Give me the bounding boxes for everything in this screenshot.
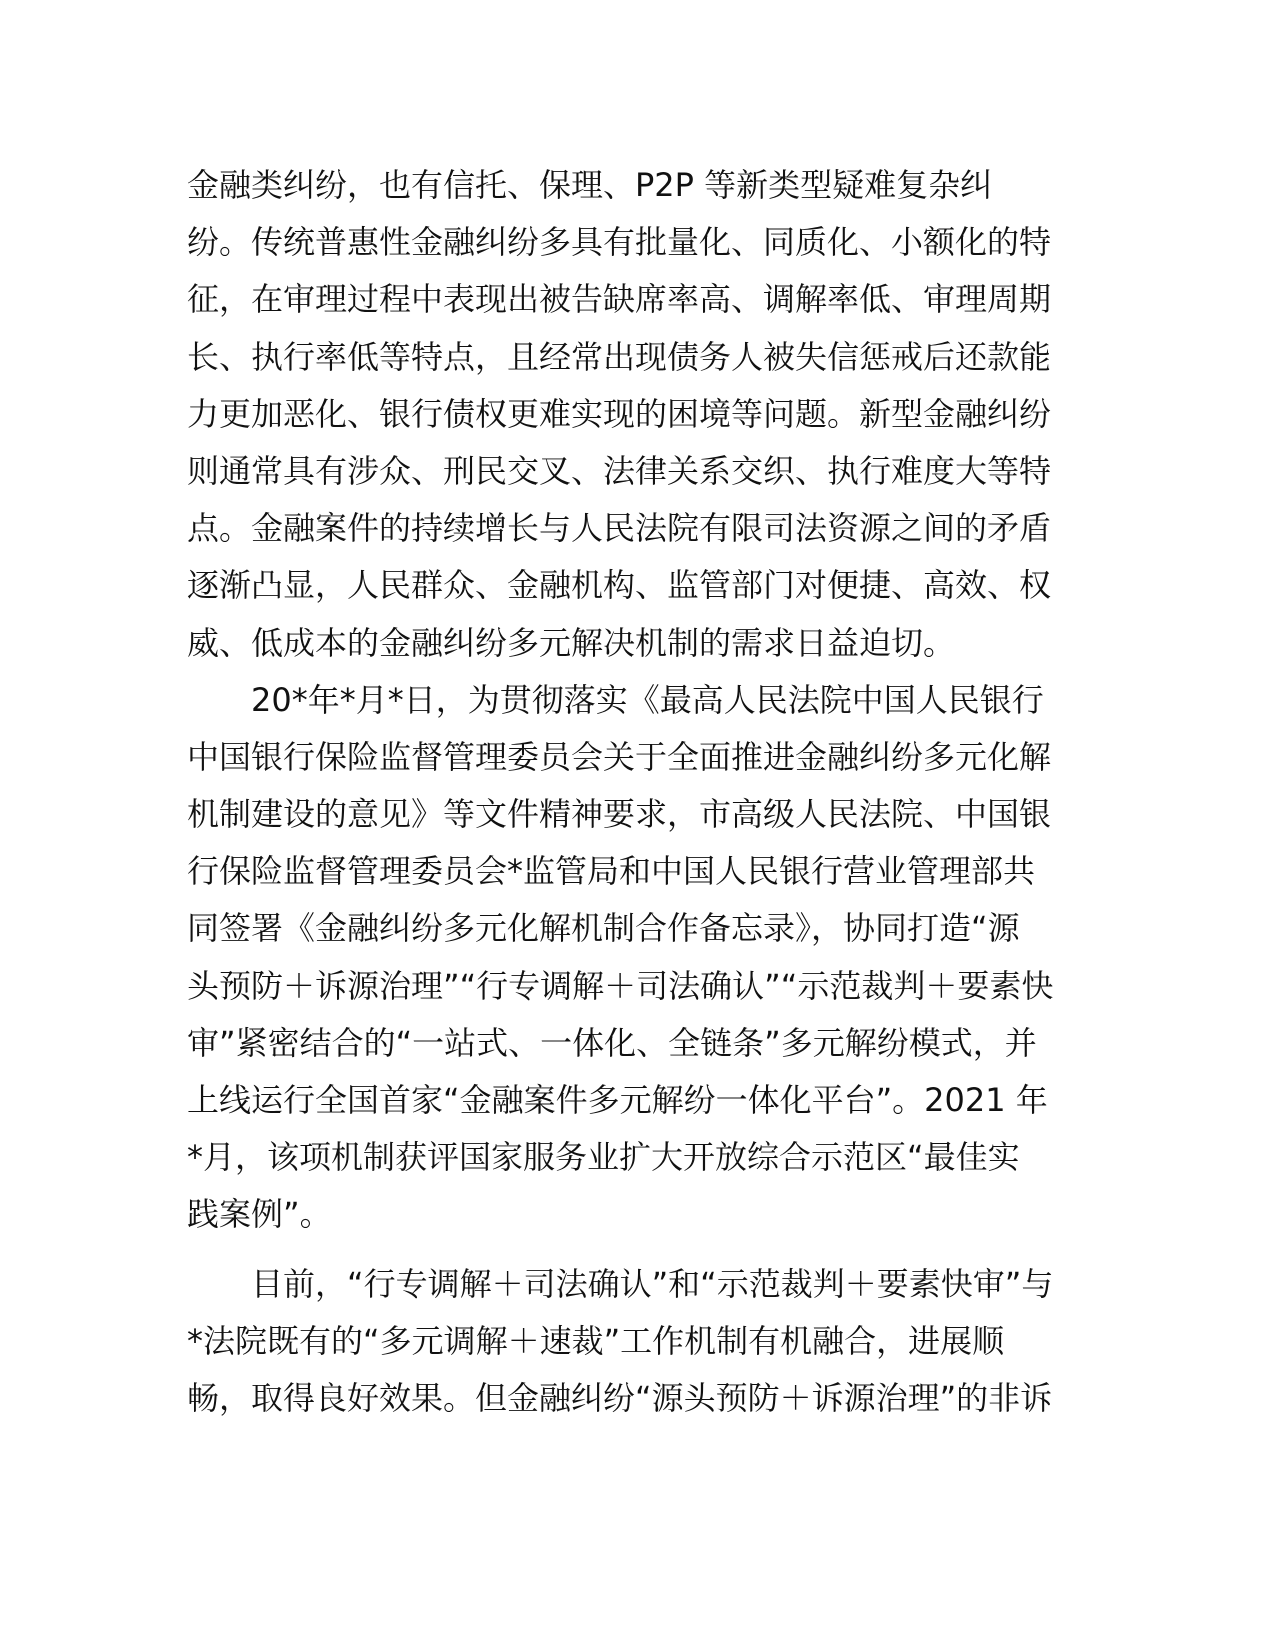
document-body [187,157,1087,1427]
text-line: 上线运行全国首家“金融案件多元解纷一体化平台”。2021 年 [187,1081,1048,1119]
text-line: 同签署《金融纠纷多元化解机制合作备忘录》，协同打造“源 [187,909,1020,948]
text-line: 则通常具有涉众、刑民交叉、法律关系交织、执行难度大等特 [187,451,1052,490]
text-line: 行保险监督管理委员会*监管局和中国人民银行营业管理部共 [187,852,1036,891]
text-line: 纷。传统普惠性金融纠纷多具有批量化、同质化、小额化的特 [187,223,1052,262]
text-line: 目前，“行专调解＋司法确认”和“示范裁判＋要素快审”与 [187,1264,1054,1303]
text-line: 20*年*月*日，为贯彻落实《最高人民法院中国人民银行 [187,680,1044,719]
text-line: 审”紧密结合的“一站式、一体化、全链条”多元解纷模式，并 [187,1023,1037,1062]
text-line: 威、低成本的金融纠纷多元解决机制的需求日益迫切。 [187,623,956,662]
text-line: 头预防＋诉源治理”“行专调解＋司法确认”“示范裁判＋要素快 [187,966,1054,1005]
paragraph-3 [187,1256,1087,1428]
text-line: 践案例”。 [187,1195,332,1234]
text-line: 征，在审理过程中表现出被告缺席率高、调解率低、审理周期 [187,280,1052,319]
paragraph-spacing [187,1244,1087,1256]
text-line: 点。金融案件的持续增长与人民法院有限司法资源之间的矛盾 [187,509,1052,548]
text-line: 畅，取得良好效果。但金融纠纷“源头预防＋诉源治理”的非诉 [187,1378,1053,1417]
text-line: 长、执行率低等特点，且经常出现债务人被失信惩戒后还款能 [187,337,1052,376]
text-line: *月，该项机制获评国家服务业扩大开放综合示范区“最佳实 [187,1138,1020,1177]
text-line: 逐渐凸显，人民群众、金融机构、监管部门对便捷、高效、权 [187,566,1052,605]
text-line: 金融类纠纷，也有信托、保理、P2P 等新类型疑难复杂纠 [187,166,993,204]
paragraph-2 [187,672,1087,1244]
paragraph-1 [187,157,1087,672]
text-line: 力更加恶化、银行债权更难实现的困境等问题。新型金融纠纷 [187,394,1052,433]
text-line: *法院既有的“多元调解＋速裁”工作机制有机融合，进展顺 [187,1321,1005,1360]
text-line: 中国银行保险监督管理委员会关于全面推进金融纠纷多元化解 [187,737,1052,776]
text-line: 机制建设的意见》等文件精神要求，市高级人民法院、中国银 [187,795,1052,834]
